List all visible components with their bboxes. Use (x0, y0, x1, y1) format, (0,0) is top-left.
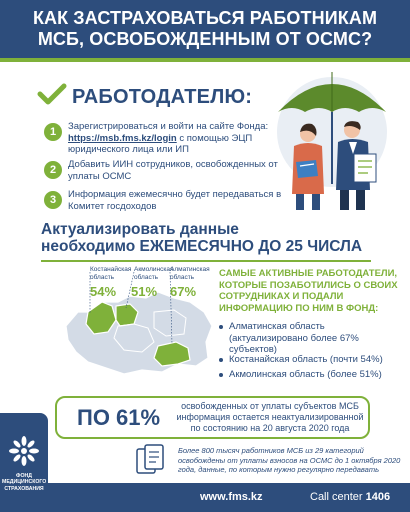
checkmark-icon (37, 82, 67, 106)
active-region-item: Акмолинская область (более 51%) (219, 369, 399, 381)
stat-value: ПО 61% (77, 405, 161, 430)
region-name-almaty: Алматинская область (170, 266, 210, 281)
step-number: 3 (44, 191, 62, 209)
region-name-kostanay: Костанайская область (90, 266, 132, 281)
logo-line-2: МЕДИЦИНСКОГО (2, 479, 47, 486)
umbrella-people-illustration (272, 64, 390, 214)
bottom-bar (48, 483, 410, 512)
step-text-before: Зарегистрироваться и войти на сайте Фонда: (68, 121, 269, 132)
monthly-line-1: Актуализировать данные (41, 221, 239, 238)
fund-logo-icon (8, 435, 40, 467)
monthly-line-2: необходимо ЕЖЕМЕСЯЧНО ДО 25 ЧИСЛА (41, 238, 363, 255)
active-region-item: Костанайская область (почти 54%) (219, 354, 399, 366)
stat-box (55, 396, 370, 439)
step-number: 1 (44, 123, 62, 141)
documents-icon (133, 443, 169, 477)
call-center-number: 1406 (365, 491, 391, 503)
step-number: 2 (44, 161, 62, 179)
logo-text (2, 473, 46, 492)
step-text (68, 121, 283, 156)
header-banner (0, 0, 410, 62)
call-center (310, 491, 390, 503)
monthly-update-heading (41, 221, 381, 255)
website-link[interactable]: www.fms.kz (200, 491, 263, 503)
page-title: КАК ЗАСТРАХОВАТЬСЯ РАБОТНИКАМ МСБ, ОСВОБОЖДЕННЫМ ОТ ОСМС? (32, 8, 378, 49)
kazakhstan-map (58, 262, 220, 387)
footer-note: Более 800 тысяч работников МСБ из 29 категорий освобождены от уплаты взносов на ОСМС до 1 октября 2020 года, данные, по которым нужно регулярно передавать (178, 446, 401, 474)
login-link[interactable]: https://msb.fms.kz/login (68, 132, 177, 144)
region-pct-kostanay: 54% (90, 284, 117, 299)
region-pct-akmola: 51% (131, 284, 158, 299)
logo-line-1: ФОНД (16, 473, 32, 479)
logo-line-3: СТРАХОВАНИЯ (4, 485, 44, 492)
active-employers-heading: САМЫЕ АКТИВНЫЕ РАБОТОДАТЕЛИ, КОТОРЫЕ ПОЗАБОТИЛИСЬ О СВОИХ СОТРУДНИКАХ И ПОДАЛИ ИНФОРМАЦИЮ ПО НИМ В ФОНД: (219, 268, 398, 314)
stat-description: освобожденных от уплаты субъектов МСБ информация остается неактуализированной по состоянию на 20 августа 2020 года (176, 401, 364, 433)
employer-heading: РАБОТОДАТЕЛЮ: (72, 86, 253, 108)
region-pct-almaty: 67% (170, 284, 197, 299)
step-text: Добавить ИИН сотрудников, освобожденных от уплаты ОСМС (68, 159, 278, 182)
step-text: Информация ежемесячно будет передаваться в Комитет госдоходов (68, 189, 282, 212)
logo-panel (0, 413, 48, 512)
step-text-after: с помощью ЭЦП юридического лица или ИП (68, 132, 253, 155)
call-center-label: Call center (310, 491, 366, 503)
region-name-akmola: Акмолинская область (134, 266, 174, 281)
active-region-item: Алматинская область (актуализировано более 67% субъектов) (219, 321, 399, 356)
